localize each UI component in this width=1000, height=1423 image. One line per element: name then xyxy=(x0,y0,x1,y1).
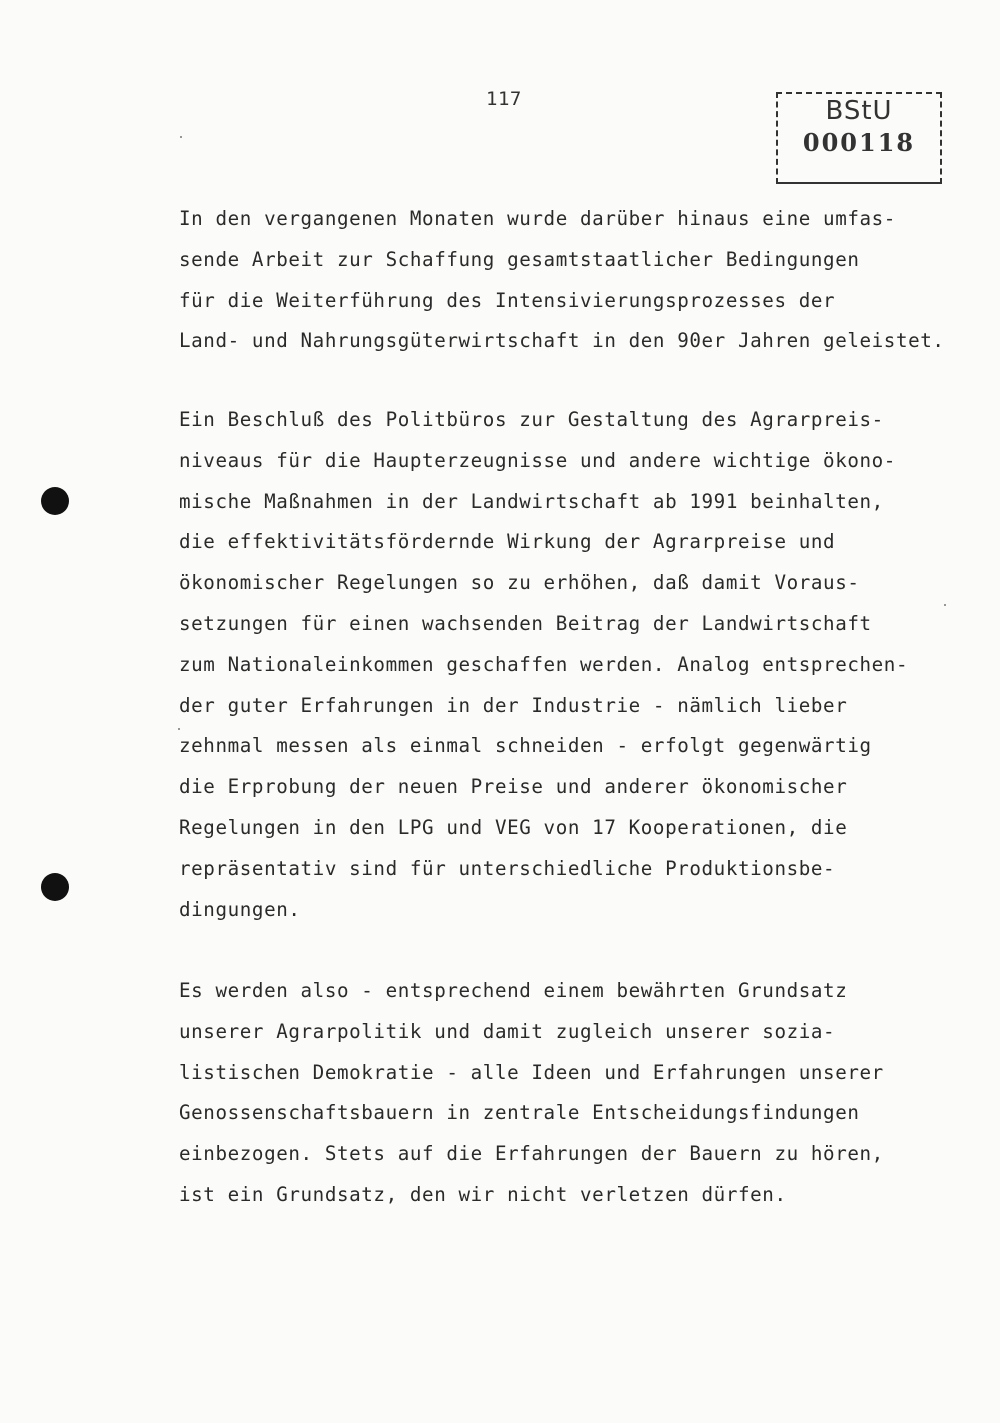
text-line: der guter Erfahrungen in der Industrie - nämlich lieber xyxy=(179,693,848,717)
text-line: Genossenschaftsbauern in zentrale Entscheidungsfindungen xyxy=(179,1101,860,1125)
text-line: die Erprobung der neuen Preise und anderer ökonomischer xyxy=(179,775,848,799)
text-line: repräsentativ sind für unterschiedliche Produktionsbe- xyxy=(179,856,836,880)
text-line: dingungen. xyxy=(179,897,301,921)
text-line: zehnmal messen als einmal schneiden - erfolgt gegenwärtig xyxy=(179,734,872,758)
text-line: Land- und Nahrungsgüterwirtschaft in den 90er Jahren geleistet. xyxy=(179,329,945,353)
stamp-org-label: BStU xyxy=(825,96,893,126)
text-line: setzungen für einen wachsenden Beitrag der Landwirtschaft xyxy=(179,611,872,635)
text-line: einbezogen. Stets auf die Erfahrungen der Bauern zu hören, xyxy=(179,1142,884,1166)
text-line: die effektivitätsfördernde Wirkung der Agrarpreise und xyxy=(179,530,836,554)
page-number: 117 xyxy=(486,88,522,110)
stamp-number: 000118 xyxy=(802,128,916,157)
paragraph xyxy=(179,971,949,1216)
text-line: listischen Demokratie - alle Ideen und Erfahrungen unserer xyxy=(179,1060,884,1084)
text-line: zum Nationaleinkommen geschaffen werden. Analog entsprechen- xyxy=(179,652,909,676)
text-line: ist ein Grundsatz, den wir nicht verletzen dürfen. xyxy=(179,1182,787,1206)
text-line: sende Arbeit zur Schaffung gesamtstaatlicher Bedingungen xyxy=(179,247,860,271)
paragraph xyxy=(179,199,949,362)
text-line: mische Maßnahmen in der Landwirtschaft ab 1991 beinhalten, xyxy=(179,489,884,513)
paragraph xyxy=(179,400,949,930)
text-line: Ein Beschluß des Politbüros zur Gestaltung des Agrarpreis- xyxy=(179,408,884,431)
text-line: ökonomischer Regelungen so zu erhöhen, daß damit Voraus- xyxy=(179,571,860,595)
text-line: In den vergangenen Monaten wurde darüber hinaus eine umfas- xyxy=(179,207,896,230)
punch-hole xyxy=(41,873,69,901)
text-line: für die Weiterführung des Intensivierungsprozesses der xyxy=(179,288,836,312)
text-line: unserer Agrarpolitik und damit zugleich unserer sozia- xyxy=(179,1019,836,1043)
text-line: Es werden also - entsprechend einem bewährten Grundsatz xyxy=(179,979,848,1002)
text-line: niveaus für die Haupterzeugnisse und andere wichtige ökono- xyxy=(179,448,896,472)
punch-hole xyxy=(41,487,69,515)
archive-stamp xyxy=(776,92,942,184)
paper-speck xyxy=(180,136,182,138)
text-line: Regelungen in den LPG und VEG von 17 Kooperationen, die xyxy=(179,815,848,839)
